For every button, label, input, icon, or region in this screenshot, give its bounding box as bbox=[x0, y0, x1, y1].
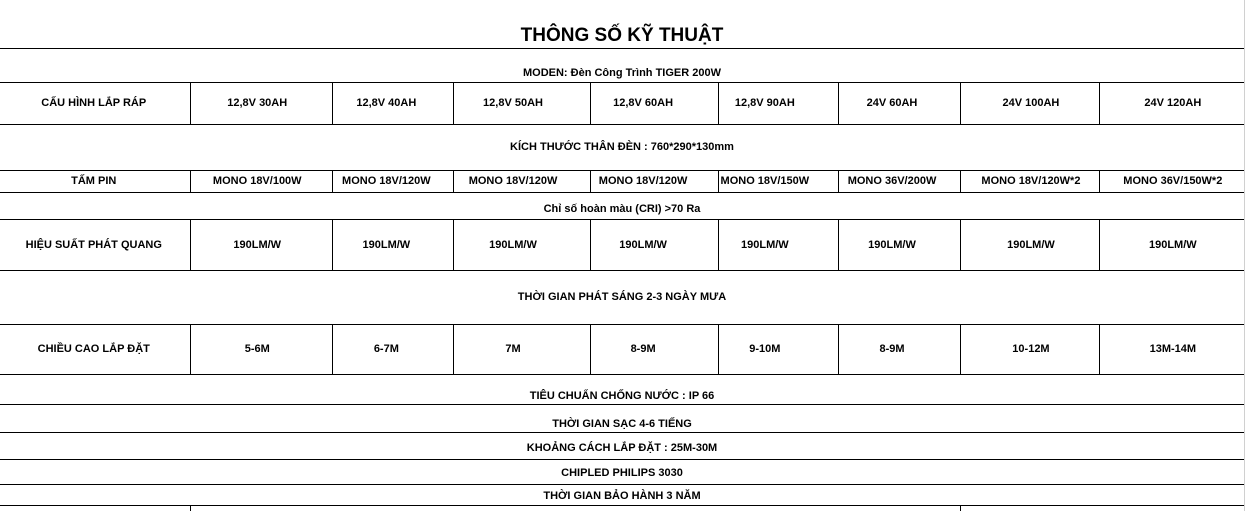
waterproof-value: TIÊU CHUẨN CHỐNG NƯỚC : IP 66 bbox=[529, 390, 715, 402]
panel-value: MONO 18V/120W bbox=[342, 175, 431, 187]
spacing-value: KHOẢNG CÁCH LẮP ĐẶT : 25M-30M bbox=[526, 442, 718, 454]
chip-row bbox=[0, 462, 1244, 484]
size-row bbox=[0, 124, 1244, 170]
efficiency-value: 190LM/W bbox=[362, 238, 411, 251]
height-value: 10-12M bbox=[1012, 343, 1050, 355]
config-value: 12,8V 90AH bbox=[734, 97, 795, 109]
config-row bbox=[0, 82, 1244, 124]
efficiency-value: 190LM/W bbox=[1007, 238, 1055, 251]
config-label: CẤU HÌNH LẮP RÁP bbox=[41, 97, 147, 109]
size-value: KÍCH THƯỚC THÂN ĐÈN : 760*290*130mm bbox=[510, 141, 734, 153]
lighting-time-value: THỜI GIAN PHÁT SÁNG 2-3 NGÀY MƯA bbox=[517, 291, 727, 303]
panel-value: MONO 18V/120W bbox=[468, 175, 558, 187]
grid-line bbox=[0, 192, 1244, 193]
height-value: 9-10M bbox=[749, 343, 781, 355]
lighting-time-row bbox=[0, 270, 1244, 324]
chip-value: CHIPLED PHILIPS 3030 bbox=[561, 467, 683, 479]
grid-line bbox=[0, 484, 1244, 485]
efficiency-value: 190LM/W bbox=[868, 238, 916, 251]
grid-line bbox=[0, 459, 1244, 460]
height-value: 8-9M bbox=[630, 343, 656, 355]
efficiency-value: 190LM/W bbox=[489, 238, 537, 251]
height-label: CHIỀU CAO LẮP ĐẶT bbox=[37, 343, 150, 355]
panel-value: MONO 18V/120W*2 bbox=[981, 175, 1081, 187]
panel-row bbox=[0, 170, 1244, 192]
efficiency-value: 190LM/W bbox=[233, 238, 282, 251]
spacing-row bbox=[0, 437, 1244, 459]
panel-value: MONO 18V/150W bbox=[720, 175, 810, 187]
efficiency-value: 190LM/W bbox=[741, 238, 789, 251]
efficiency-value: 190LM/W bbox=[1148, 238, 1197, 251]
panel-value: MONO 18V/100W bbox=[212, 175, 302, 187]
height-value: 5-6M bbox=[244, 343, 270, 355]
waterproof-row bbox=[0, 386, 1244, 406]
config-value: 12,8V 60AH bbox=[613, 97, 674, 109]
charge-time-row bbox=[0, 414, 1244, 434]
config-value: 12,8V 30AH bbox=[227, 97, 288, 109]
config-value: 24V 100AH bbox=[1002, 97, 1060, 109]
charge-time-value: THỜI GIAN SẠC 4-6 TIẾNG bbox=[552, 418, 692, 430]
panel-value: MONO 36V/200W bbox=[847, 175, 937, 187]
cri-value: Chỉ số hoàn màu (CRI) >70 Ra bbox=[543, 203, 701, 215]
panel-value: MONO 36V/150W*2 bbox=[1123, 175, 1223, 187]
grid-line bbox=[0, 374, 1244, 375]
model-value: MODEN: Đèn Công Trình TIGER 200W bbox=[522, 67, 721, 79]
warranty-row bbox=[0, 486, 1244, 506]
height-value: 6-7M bbox=[373, 343, 399, 355]
warranty-value: THỜI GIAN BẢO HÀNH 3 NĂM bbox=[543, 490, 701, 502]
config-value: 24V 120AH bbox=[1144, 97, 1202, 109]
efficiency-label: HIỆU SUẤT PHÁT QUANG bbox=[25, 238, 162, 251]
cri-row bbox=[0, 198, 1244, 220]
height-row bbox=[0, 324, 1244, 374]
config-value: 24V 60AH bbox=[866, 97, 918, 109]
config-value: 12,8V 40AH bbox=[356, 97, 417, 109]
efficiency-value: 190LM/W bbox=[619, 238, 667, 251]
height-value: 7M bbox=[505, 343, 521, 355]
sheet-edge bbox=[1244, 0, 1245, 511]
height-value: 8-9M bbox=[879, 343, 905, 355]
grid-line bbox=[0, 48, 1244, 49]
height-value: 13M-14M bbox=[1149, 343, 1197, 355]
sheet-title: THÔNG SỐ KỸ THUẬT bbox=[520, 25, 724, 46]
efficiency-row bbox=[0, 219, 1244, 270]
model-row bbox=[0, 63, 1244, 83]
panel-label: TẤM PIN bbox=[71, 175, 117, 187]
config-value: 12,8V 50AH bbox=[483, 97, 543, 109]
panel-value: MONO 18V/120W bbox=[598, 175, 688, 187]
